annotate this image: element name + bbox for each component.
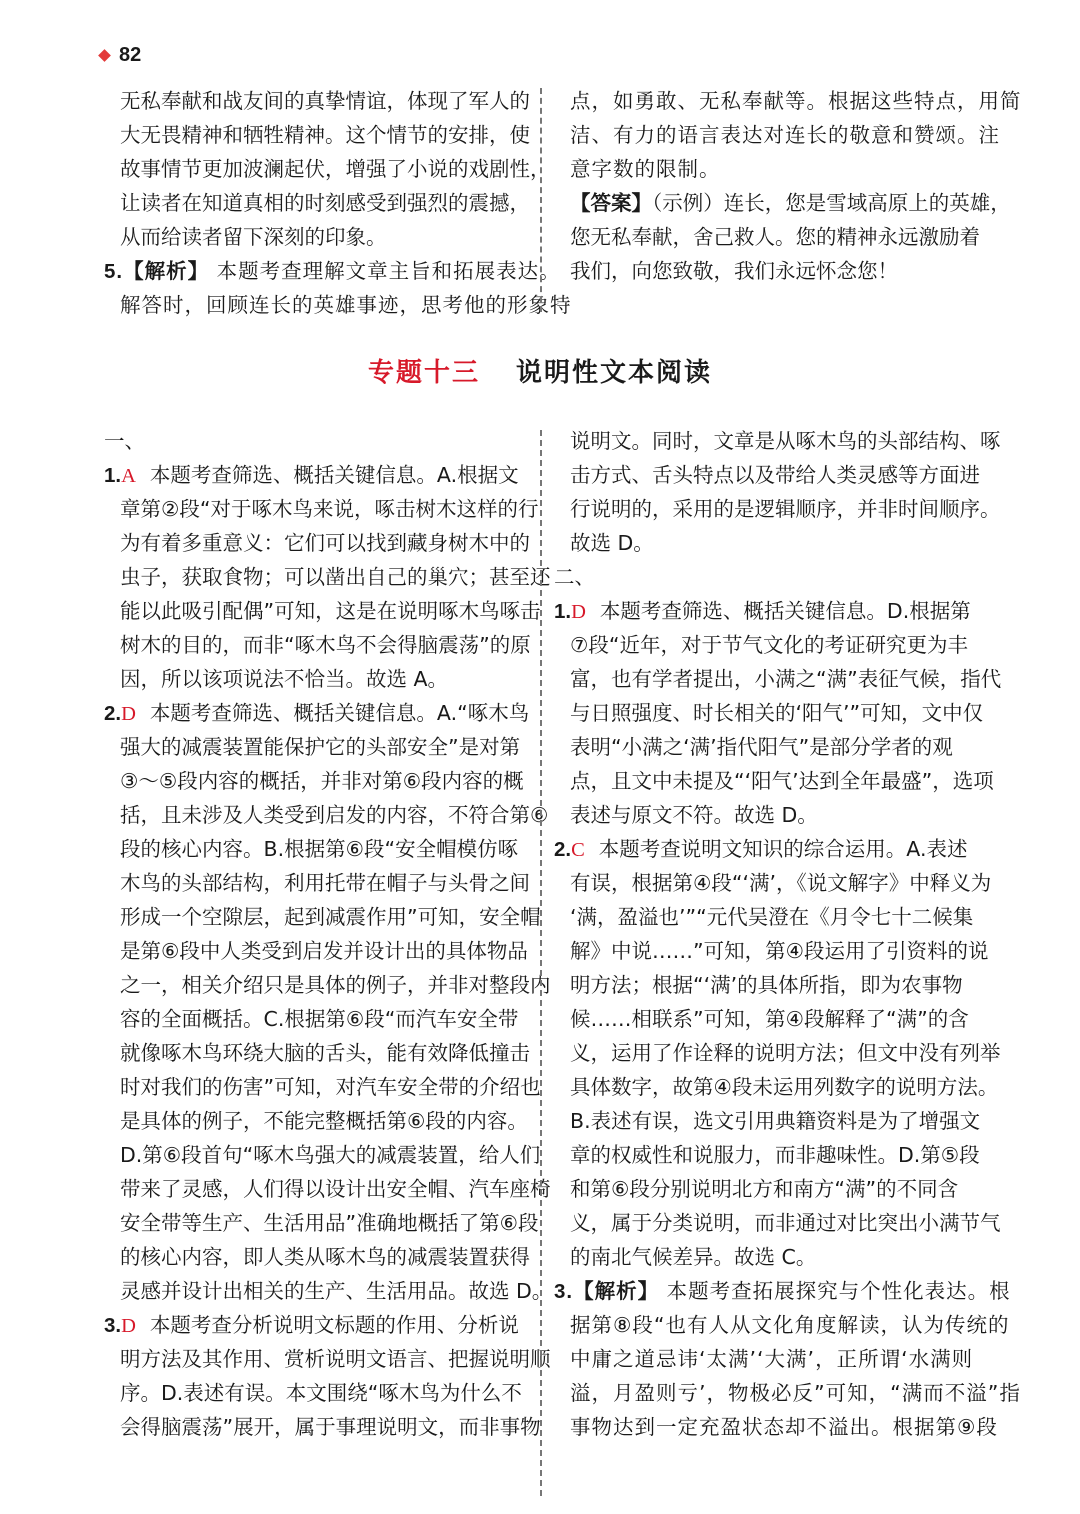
text-line: （示例）连长，您是雪域高原上的英雄， (652, 191, 1011, 215)
column-divider (540, 88, 542, 312)
part-mark: 一、 (104, 429, 145, 453)
part-mark: 二、 (554, 565, 595, 589)
text-line: 明方法及其作用、赏析说明文语言、把握说明顺 (120, 1347, 551, 1371)
text-line: 段的核心内容。B.根据第⑥段“安全帽模仿啄 (120, 837, 519, 861)
analysis-tag: 【解析】 (123, 259, 210, 283)
text-line: 和第⑥段分别说明北方和南方“满”的不同含 (570, 1177, 959, 1201)
text-line: 溢，月盈则亏’，物极必反”可知，“满而不溢”指 (570, 1381, 1021, 1405)
text-line: 具体数字，故第④段未运用列数字的说明方法。 (570, 1075, 999, 1099)
text-line: 容的全面概括。C.根据第⑥段“而汽车安全带 (120, 1007, 519, 1031)
text-line: 灵感并设计出相关的生产、生活用品。故选 D。 (120, 1279, 553, 1303)
text-line: 本题考查理解文章主旨和拓展表达。 (216, 259, 561, 283)
column-divider (540, 430, 542, 1496)
text-line: 表述与原文不符。故选 D。 (570, 803, 818, 827)
text-line: 义，属于分类说明，而非通过对比突出小满节气 (570, 1211, 1001, 1235)
bottom-right-column (554, 424, 1021, 1444)
top-left-column (104, 84, 572, 322)
question-number: 3. (104, 1314, 122, 1337)
answer-letter: A (121, 465, 136, 487)
text-line: 是具体的例子，不能完整概括第⑥段的内容。 (120, 1109, 528, 1133)
text-line: ③～⑤段内容的概括，并非对第⑥段内容的概 (120, 769, 524, 793)
page-header (100, 44, 141, 67)
text-line: 就像啄木鸟环绕大脑的舌头，能有效降低撞击 (120, 1041, 530, 1065)
text-line: 义，运用了作诠释的说明方法；但文中没有列举 (570, 1041, 1001, 1065)
question-number: 3. (554, 1280, 574, 1303)
question-3-head (104, 1308, 530, 1342)
question-3-head (554, 1274, 1011, 1308)
text-line: 洁、有力的语言表达对连长的敬意和赞颂。注 (570, 123, 1000, 147)
section-title (0, 352, 1080, 389)
question-2-head (104, 696, 530, 730)
answer-line (570, 186, 1011, 220)
question-1-head (104, 458, 530, 492)
text-line: ‘满，盈溢也’”“元代吴澄在《月令七十二候集 (570, 905, 974, 929)
question-1-head (554, 594, 990, 628)
text-line: 带来了灵感，人们得以设计出安全帽、汽车座椅 (120, 1177, 551, 1201)
text-line: 解》中说……”可知，第④段运用了引资料的说 (570, 939, 989, 963)
text-line: B.表述有误，选文引用典籍资料是为了增强文 (570, 1109, 981, 1133)
text-line: 点，且文中未提及“‘阳气’达到全年最盛”，选项 (570, 769, 994, 793)
text-line: 大无畏精神和牺牲精神。这个情节的安排，使 (120, 123, 530, 147)
text-line: 点，如勇敢、无私奉献等。根据这些特点，用简 (570, 89, 1022, 113)
question-number: 2. (104, 702, 122, 725)
text-line: 树木的目的，而非“啄木鸟不会得脑震荡”的原 (120, 633, 531, 657)
answer-tag: 【答案】 (570, 191, 652, 215)
text-line: 中庸之道忌讳‘太满’‘大满’，正所谓‘水满则 (570, 1347, 974, 1371)
text-line: 序。D.表述有误。本文围绕“啄木鸟为什么不 (120, 1381, 522, 1405)
text-line: 富，也有学者提出，小满之“满”表征气候，指代 (570, 667, 1002, 691)
text-line: 本题考查筛选、概括关键信息。D.根据第 (599, 599, 971, 623)
text-line: 虫子，获取食物；可以凿出自己的巢穴；甚至还 (120, 565, 551, 589)
text-line: 无私奉献和战友间的真挚情谊，体现了军人的 (120, 89, 530, 113)
text-line: 击方式、舌头特点以及带给人类灵感等方面进 (570, 463, 980, 487)
text-line: 行说明的，采用的是逻辑顺序，并非时间顺序。 (570, 497, 1001, 521)
text-line: 本题考查说明文知识的综合运用。A.表述 (598, 837, 968, 861)
text-line: 您无私奉献，舍己救人。您的精神永远激励着 (570, 225, 980, 249)
text-line: 因，所以该项说法不恰当。故选 A。 (120, 667, 449, 691)
text-line: 强大的减震装置能保护它的头部安全”是对第 (120, 735, 521, 759)
text-line: 时对我们的伤害”可知，对汽车安全带的介绍也 (120, 1075, 541, 1099)
text-line: 有误，根据第④段“‘满’，《说文解字》中释义为 (570, 871, 992, 895)
answer-letter: C (571, 839, 585, 861)
text-line: 的核心内容，即人类从啄木鸟的减震装置获得 (120, 1245, 530, 1269)
analysis-tag: 【解析】 (573, 1279, 660, 1303)
text-line: 是第⑥段中人类受到启发并设计出的具体物品 (120, 939, 528, 963)
text-line: 形成一个空隙层，起到减震作用”可知，安全帽 (120, 905, 541, 929)
answer-letter: D (121, 703, 136, 725)
question-number: 5. (104, 260, 124, 283)
bottom-left-column (104, 424, 553, 1444)
text-line: 本题考查筛选、概括关键信息。A.“啄木鸟 (149, 701, 530, 725)
text-line: ⑦段“近年，对于节气文化的考证研究更为丰 (570, 633, 968, 657)
text-line: 从而给读者留下深刻的印象。 (120, 225, 387, 249)
text-line: 会得脑震荡”展开，属于事理说明文，而非事物 (120, 1415, 541, 1439)
question-number: 1. (554, 600, 572, 623)
diamond-icon (98, 49, 111, 62)
question-number: 1. (104, 464, 122, 487)
text-line: 本题考查分析说明文标题的作用、分析说 (149, 1313, 519, 1337)
text-line: 意字数的限制。 (570, 157, 721, 181)
text-line: 本题考查筛选、概括关键信息。A.根据文 (149, 463, 519, 487)
section-heading: 说明性文本阅读 (516, 358, 713, 388)
top-right-column (570, 84, 1022, 288)
section-label: 专题十三 (367, 358, 480, 388)
text-line: 能以此吸引配偶”可知，这是在说明啄木鸟啄击 (120, 599, 541, 623)
text-line: 的南北气候差异。故选 C。 (570, 1245, 817, 1269)
answer-letter: D (571, 601, 586, 623)
text-line: 为有着多重意义：它们可以找到藏身树木中的 (120, 531, 530, 555)
text-line: 之一，相关介绍只是具体的例子，并非对整段内 (120, 973, 551, 997)
question-2-head (554, 832, 990, 866)
text-line: 解答时，回顾连长的英雄事迹，思考他的形象特 (120, 293, 572, 317)
text-line: 故事情节更加波澜起伏，增强了小说的戏剧性， (120, 157, 551, 181)
text-line: 本题考查拓展探究与个性化表达。根 (666, 1279, 1011, 1303)
text-line: 安全带等生产、生活用品”准确地概括了第⑥段 (120, 1211, 539, 1235)
question-number: 2. (554, 838, 572, 861)
text-line: 章第②段“对于啄木鸟来说，啄击树木这样的行 (120, 497, 539, 521)
text-line: 说明文。同时，文章是从啄木鸟的头部结构、啄 (570, 429, 1001, 453)
page-number: 82 (119, 44, 142, 66)
text-line: 让读者在知道真相的时刻感受到强烈的震撼， (120, 191, 530, 215)
text-line: 候……相联系”可知，第④段解释了“满”的含 (570, 1007, 969, 1031)
text-line: 据第⑧段“也有人从文化角度解读，认为传统的 (570, 1313, 1010, 1337)
question-5 (104, 254, 561, 288)
text-line: 事物达到一定充盈状态却不溢出。根据第⑨段 (570, 1415, 998, 1439)
text-line: 表明“小满之‘满’指代阳气”是部分学者的观 (570, 735, 953, 759)
text-line: 故选 D。 (570, 531, 654, 555)
text-line: 括，且未涉及人类受到启发的内容，不符合第⑥ (120, 803, 549, 827)
text-line: 与日照强度、时长相关的‘阳气’”可知，文中仅 (570, 701, 984, 725)
text-line: 章的权威性和说服力，而非趣味性。D.第⑤段 (570, 1143, 980, 1167)
text-line: 木鸟的头部结构，利用托带在帽子与头骨之间 (120, 871, 530, 895)
text-line: D.第⑥段首句“啄木鸟强大的减震装置，给人们 (120, 1143, 541, 1167)
text-line: 明方法；根据“‘满’的具体所指，即为农事物 (570, 973, 963, 997)
text-line: 我们，向您致敬，我们永远怀念您！ (570, 259, 898, 283)
answer-letter: D (121, 1315, 136, 1337)
